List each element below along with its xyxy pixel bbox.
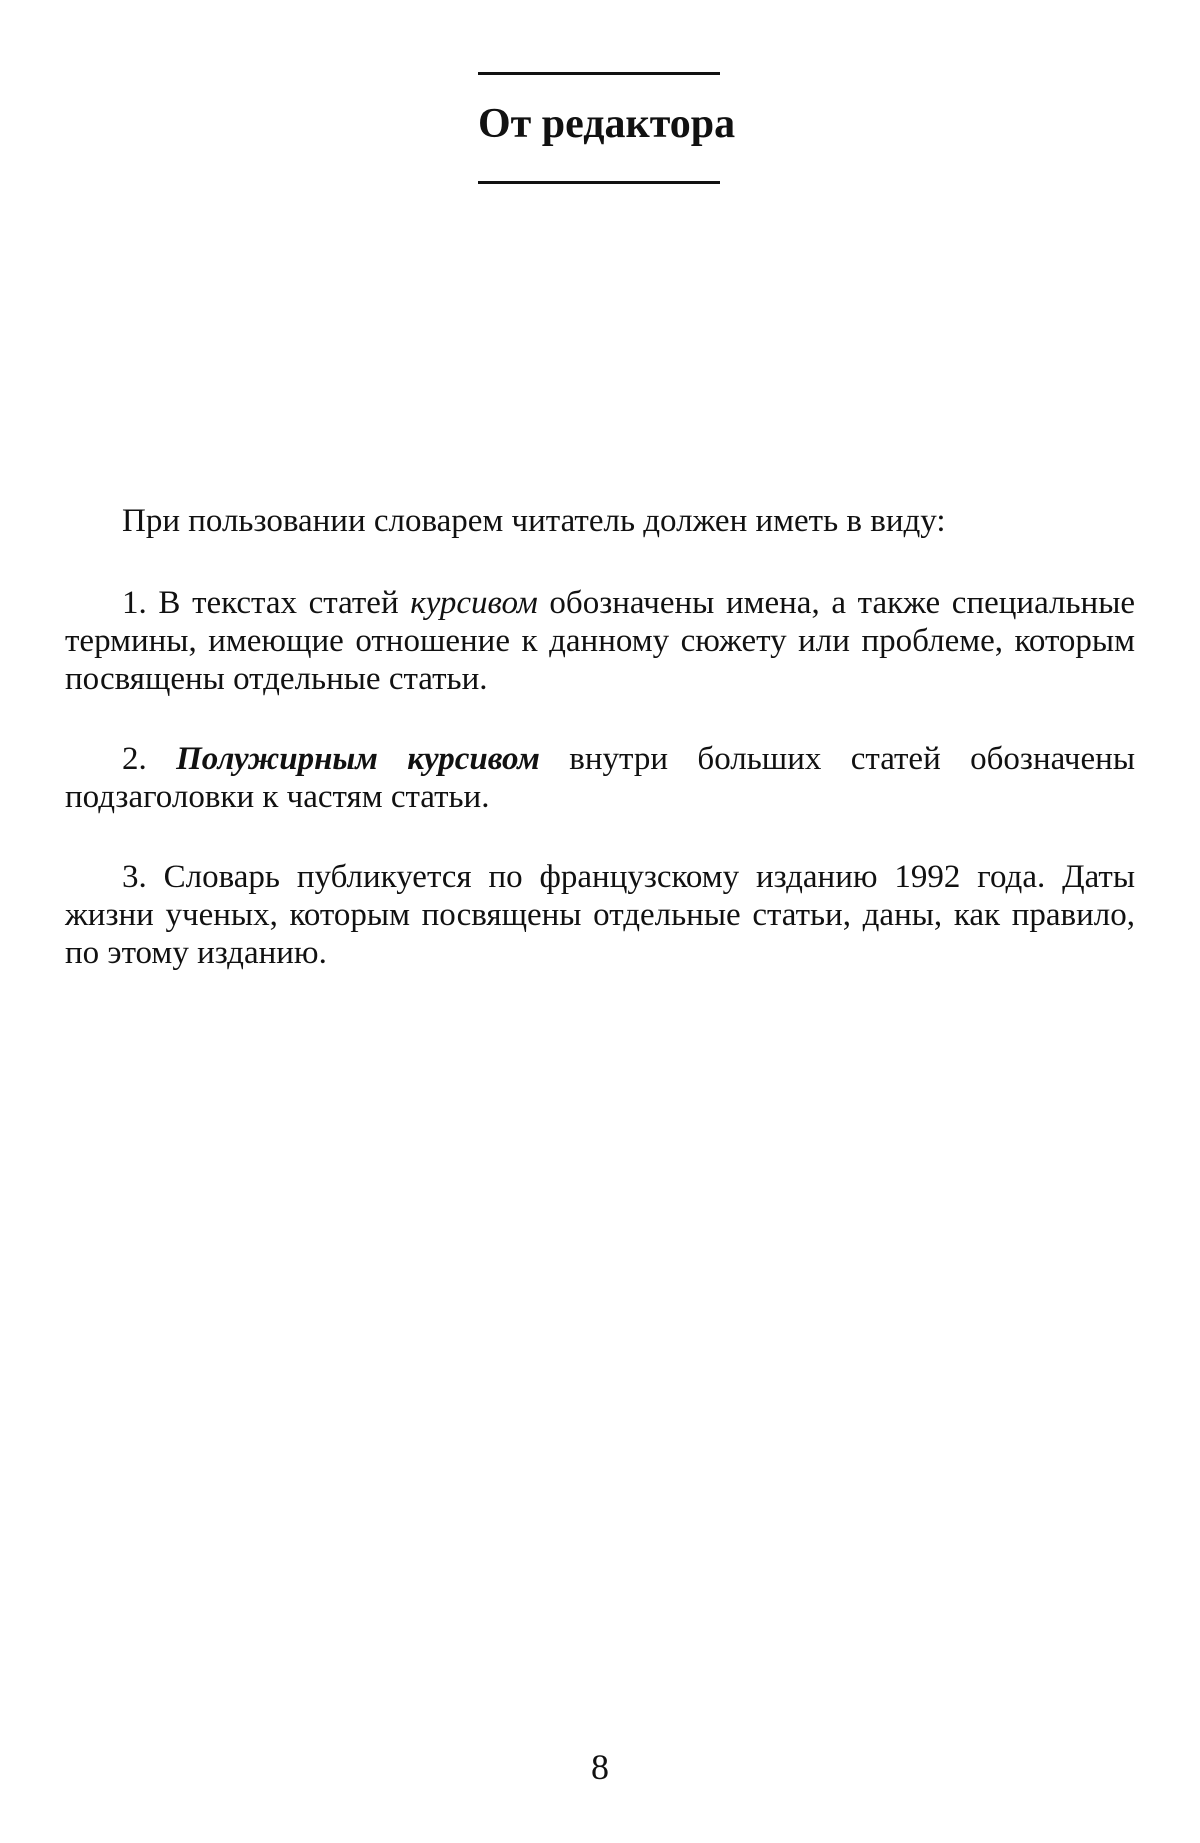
item-1-text-pre: В текстах статей bbox=[158, 585, 399, 621]
item-3-number: 3. bbox=[122, 859, 147, 895]
title-block bbox=[478, 72, 736, 184]
list-item-2 bbox=[65, 740, 1135, 816]
item-1-text-post: обозначены имена, а также специальные термины, имеющие отношение к данному сюжету или проблеме, которым посвящены отдельные статьи. bbox=[65, 585, 1136, 697]
intro-paragraph: При пользовании словарем читатель должен иметь в виду: bbox=[122, 503, 946, 539]
title-bottom-rule bbox=[478, 181, 720, 184]
page-title: От редактора bbox=[478, 101, 736, 147]
item-2-number: 2. bbox=[122, 741, 147, 777]
page-number: 8 bbox=[591, 1747, 609, 1787]
item-3-text: Словарь публикуется по французскому изданию 1992 года. Даты жизни ученых, которым посвящены отдельные статьи, даны, как правило, по этому изданию. bbox=[65, 859, 1136, 971]
list-item-3 bbox=[65, 858, 1135, 972]
editor-note-body bbox=[65, 502, 1135, 1014]
item-1-italic-term: курсивом bbox=[410, 585, 538, 621]
title-top-rule bbox=[478, 72, 720, 75]
item-2-text-post: внутри больших статей обозначены подзаголовки к частям статьи. bbox=[65, 741, 1136, 815]
item-2-bold-italic-term: Полужирным курсивом bbox=[176, 741, 540, 777]
list-item-1 bbox=[65, 584, 1135, 698]
item-1-number: 1. bbox=[122, 585, 147, 621]
